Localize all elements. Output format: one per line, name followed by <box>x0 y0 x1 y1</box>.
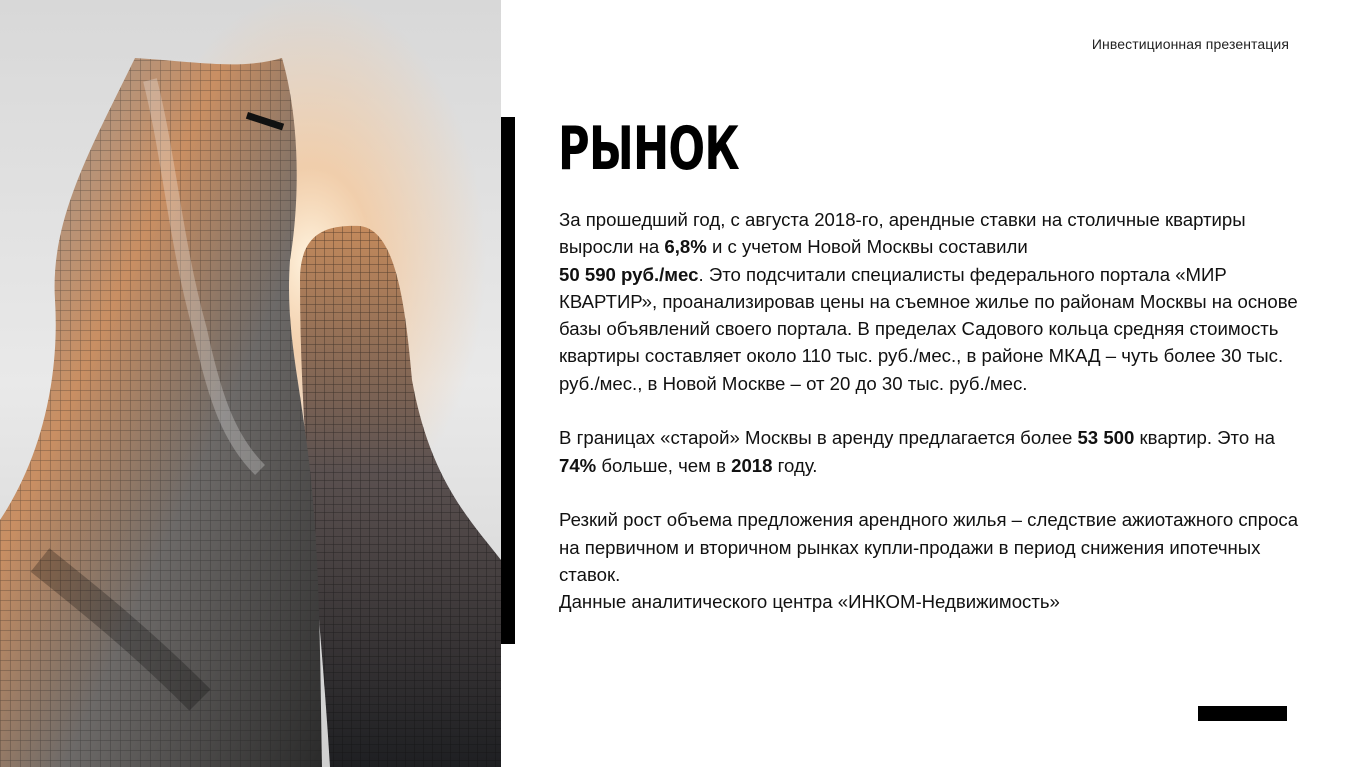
slide-title: РЫНОК <box>558 114 740 184</box>
source-text: Данные аналитического центра «ИНКОМ-Недвижимость» <box>559 591 1060 613</box>
paragraph-demand <box>559 506 1299 588</box>
paragraph-text: году. <box>772 454 818 476</box>
paragraph-supply <box>559 424 1299 479</box>
highlight-growth-percent: 6,8% <box>664 236 707 258</box>
highlight-year: 2018 <box>731 454 773 476</box>
skyscraper-photo <box>0 0 501 767</box>
paragraph-text: квартир. Это на <box>1134 427 1275 449</box>
presentation-label: Инвестиционная презентация <box>1091 36 1289 52</box>
paragraph-text: В границах «старой» Москвы в аренду предлагается более <box>559 427 1078 449</box>
paragraph-market-rates <box>559 206 1299 397</box>
highlight-apartment-count: 53 500 <box>1077 427 1135 449</box>
paragraph-text: За прошедший год, с августа 2018-го, арендные ставки на столичные квартиры выросли на <box>559 209 1246 258</box>
footer-accent-bar <box>1198 706 1287 721</box>
paragraph-text: и с учетом Новой Москвы составили <box>706 236 1028 258</box>
accent-bar <box>501 117 515 644</box>
paragraph-text: . Это подсчитали специалисты федерального портала «МИР КВАРТИР», проанализировав цены на съемное жилье по районам Москвы на основе базы объявлений своего портала. В пределах Садового кольца средняя стоимость квартиры составляет около 110 тыс. руб./мес., в районе МКАД – чуть более 30 тыс. руб./мес., в Новой Москве – от 20 до 30 тыс. руб./мес. <box>559 263 1298 394</box>
paragraph-source <box>559 588 1299 615</box>
highlight-average-rent: 50 590 руб./мес <box>559 263 699 285</box>
highlight-supply-percent: 74% <box>559 454 597 476</box>
paragraph-text: больше, чем в <box>596 454 732 476</box>
paragraph-text: Резкий рост объема предложения арендного жилья – следствие ажиотажного спроса на первичном и вторичном рынках купли-продажи в период снижения ипотечных ставок. <box>559 509 1299 585</box>
body-text <box>559 206 1299 615</box>
